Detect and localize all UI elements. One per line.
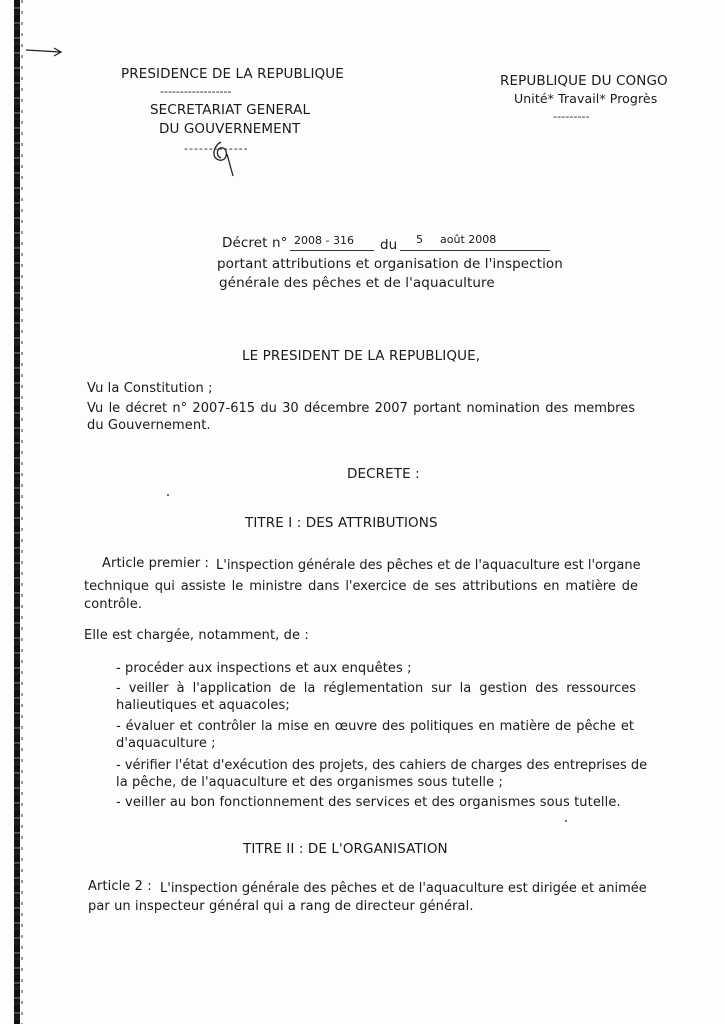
president-heading: LE PRESIDENT DE LA REPUBLIQUE, <box>242 348 481 364</box>
visa-constitution: Vu la Constitution ; <box>87 381 213 396</box>
duty-3-line-1: - évaluer et contrôler la mise en œuvre des politiques en matière de pêche et <box>116 719 634 734</box>
decree-prefix: Décret n° <box>222 235 288 251</box>
visa-decree-line-2: du Gouvernement. <box>87 418 211 433</box>
header-left-separator-2: ------------- <box>184 142 249 155</box>
corner-mark-icon <box>24 42 64 62</box>
scan-speck <box>167 494 169 496</box>
decree-date-underline <box>400 250 550 251</box>
signature-scribble-icon <box>203 136 243 178</box>
decree-number-underline <box>290 250 374 251</box>
header-republique-congo: REPUBLIQUE DU CONGO <box>500 73 668 89</box>
article-2-line-1: L'inspection générale des pêches et de l'aquaculture est dirigée et animée <box>160 881 647 896</box>
titre-2-heading: TITRE II : DE L'ORGANISATION <box>243 841 448 857</box>
article-1-label: Article premier : <box>102 556 209 571</box>
article-2-label: Article 2 : <box>88 879 152 894</box>
article-1-line-3: contrôle. <box>84 597 143 612</box>
header-left-separator: ------------------ <box>160 85 232 98</box>
header-presidence: PRESIDENCE DE LA REPUBLIQUE <box>121 66 344 82</box>
header-motto: Unité* Travail* Progrès <box>514 91 658 106</box>
article-2-line-2: par un inspecteur général qui a rang de directeur général. <box>88 899 474 914</box>
scan-edge-shadow <box>21 0 23 1024</box>
duty-4-line-2: la pêche, de l'aquaculture et des organismes sous tutelle ; <box>116 775 503 790</box>
header-gouvernement: DU GOUVERNEMENT <box>159 121 301 137</box>
charged-intro: Elle est chargée, notamment, de : <box>84 628 309 643</box>
decree-month-year: août 2008 <box>440 233 497 246</box>
decrete-heading: DECRETE : <box>347 466 420 482</box>
decree-subject-line-2: générale des pêches et de l'aquaculture <box>219 275 495 291</box>
duty-3-line-2: d'aquaculture ; <box>116 736 216 751</box>
decree-du: du <box>380 237 398 253</box>
duty-1: - procéder aux inspections et aux enquêtes ; <box>116 661 412 676</box>
duty-2-line-2: halieutiques et aquacoles; <box>116 698 290 713</box>
titre-1-heading: TITRE I : DES ATTRIBUTIONS <box>245 515 438 531</box>
decree-subject-line-1: portant attributions et organisation de l'inspection <box>217 256 563 272</box>
duty-5: - veiller au bon fonctionnement des services et des organismes sous tutelle. <box>116 795 621 810</box>
duty-2-line-1: - veiller à l'application de la réglementation sur la gestion des ressources <box>116 681 636 696</box>
article-1-line-1: L'inspection générale des pêches et de l'aquaculture est l'organe <box>216 558 641 573</box>
header-secretariat: SECRETARIAT GENERAL <box>150 102 311 118</box>
decree-number: 2008 - 316 <box>294 234 354 247</box>
visa-decree-line-1: Vu le décret n° 2007-615 du 30 décembre 2007 portant nomination des membres <box>87 401 635 416</box>
scan-speck <box>565 820 567 822</box>
article-1-line-2: technique qui assiste le ministre dans l'exercice de ses attributions en matière de <box>84 579 638 594</box>
decree-day: 5 <box>416 233 423 246</box>
scan-edge <box>14 0 20 1024</box>
header-right-separator: --------- <box>553 110 590 123</box>
duty-4-line-1: - vérifier l'état d'exécution des projets, des cahiers de charges des entreprises de <box>116 758 648 773</box>
